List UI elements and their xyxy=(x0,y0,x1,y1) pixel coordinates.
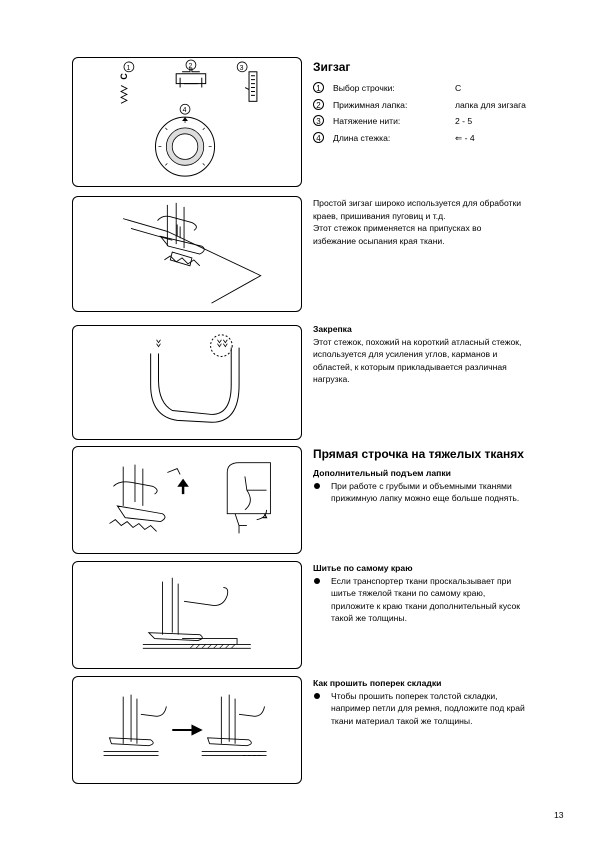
bartack-block: Закрепка Этот стежок, похожий на короткий атласный стежок, используется для усиления углов, карманов и областей, к которым прикладывается различная нагрузка. xyxy=(313,323,583,386)
setting-row: 1 Выбор строчки: C xyxy=(313,82,583,99)
presser-foot-icon xyxy=(176,68,206,88)
bartack-illustration xyxy=(72,325,302,440)
cross-seam-block xyxy=(313,677,583,727)
edge-sewing-block xyxy=(313,562,583,625)
subheading-cross-seam: Как прошить поперек складки xyxy=(313,678,442,688)
edge-sewing-illustration xyxy=(72,561,302,669)
stitch-letter-c: C xyxy=(118,73,129,80)
zigzag-sewing-illustration xyxy=(72,196,302,312)
extra-foot-lift-illustration xyxy=(72,446,302,554)
svg-text:3: 3 xyxy=(239,64,244,72)
tension-dial-icon xyxy=(245,72,257,102)
zigzag-settings-illustration xyxy=(72,57,302,187)
subheading-extra-lift: Дополнительный подъем лапки xyxy=(313,468,451,478)
section-title-heavy-fabric: Прямая строчка на тяжелых тканях xyxy=(313,447,524,461)
setting-row: 4 Длина стежка: ⇐ - 4 xyxy=(313,132,583,149)
list-item: Если транспортер ткани проскальзывает при шитье тяжелой ткани по самому краю, приложите к краю ткани дополнительный кусок такой же толщины. xyxy=(313,575,583,625)
zigzag-settings-block xyxy=(313,60,583,148)
list-item: Чтобы прошить поперек толстой складки, например петли для ремня, подложите под край ткани материал такой же толщины. xyxy=(313,690,583,728)
section-title-zigzag: Зигзаг xyxy=(313,60,351,74)
section-title-bartack: Закрепка xyxy=(313,324,352,334)
stitch-selector-zigzag-icon xyxy=(121,86,127,104)
setting-row: 3 Натяжение нити: 2 - 5 xyxy=(313,115,583,132)
cross-seam-illustration xyxy=(72,676,302,784)
svg-text:2: 2 xyxy=(188,62,193,70)
page-number: 13 xyxy=(554,810,564,820)
svg-text:4: 4 xyxy=(182,107,187,115)
svg-text:1: 1 xyxy=(126,64,131,72)
setting-row: 2 Прижимная лапка: лапка для зигзага xyxy=(313,99,583,116)
subheading-edge-sewing: Шитье по самому краю xyxy=(313,563,413,573)
zigzag-description: Простой зигзаг широко используется для обработки краев, пришивания пуговиц и т.д. Этот стежок применяется на припусках во избежание осыпания края ткани. xyxy=(313,198,522,246)
list-item: При работе с грубыми и объемными тканями прижимную лапку можно еще больше поднять. xyxy=(313,480,583,505)
heavy-fabric-section xyxy=(313,447,583,505)
stitch-length-dial-icon xyxy=(155,117,214,176)
